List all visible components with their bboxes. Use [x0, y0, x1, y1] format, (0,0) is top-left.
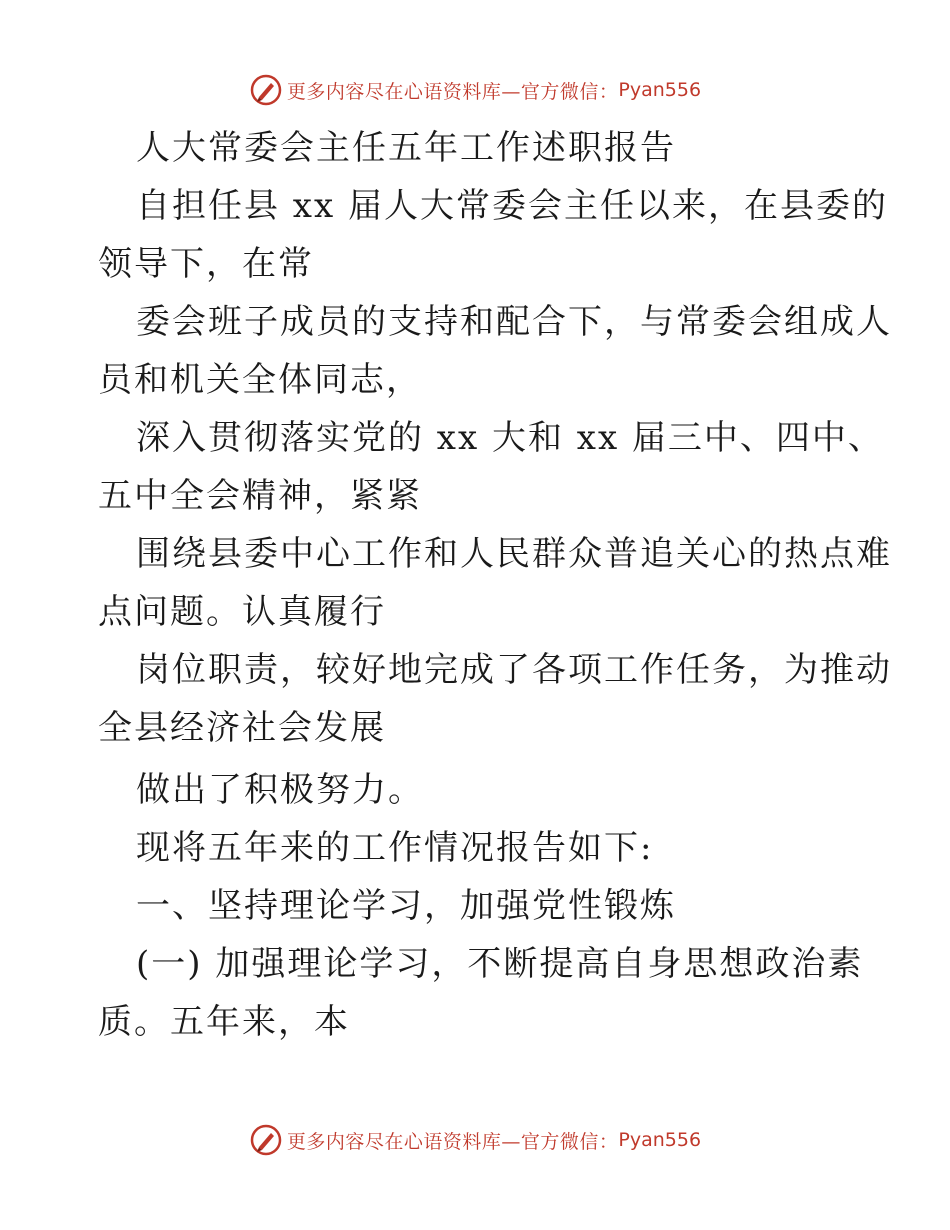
- paragraph-line: 五中全会精神，紧紧: [98, 476, 422, 516]
- paragraph-line: 围绕县委中心工作和人民群众普追关心的热点难: [136, 534, 892, 574]
- subsection-heading: (一) 加强理论学习，不断提高自身思想政治素: [136, 944, 864, 984]
- footer-watermark: [0, 1120, 950, 1160]
- paragraph-line: 深入贯彻落实党的 xx 大和 xx 届三中、四中、: [136, 418, 884, 458]
- paragraph-line: 全县经济社会发展: [98, 708, 386, 748]
- paragraph-line: 领导下，在常: [98, 244, 314, 284]
- document-title: 人大常委会主任五年工作述职报告: [136, 128, 676, 168]
- paragraph-line: 员和机关全体同志，: [98, 360, 422, 400]
- section-heading: 一、坚持理论学习，加强党性锻炼: [136, 886, 676, 926]
- watermark-text: 更多内容尽在心语资料库—官方微信：: [286, 1130, 619, 1153]
- watermark-text: 更多内容尽在心语资料库—官方微信：: [286, 80, 619, 103]
- paragraph-line: 现将五年来的工作情况报告如下:: [136, 828, 654, 868]
- watermark-id: Pyan556: [618, 79, 702, 101]
- paragraph-line: 岗位职责，较好地完成了各项工作任务，为推动: [136, 650, 892, 690]
- paragraph-line: 自担任县 xx 届人大常委会主任以来，在县委的: [136, 186, 888, 226]
- watermark-id: Pyan556: [618, 1129, 702, 1151]
- paragraph-line: 点问题。认真履行: [98, 592, 386, 632]
- paragraph-line: 做出了积极努力。: [136, 770, 424, 810]
- paragraph-line: 质。五年来，本: [98, 1002, 350, 1042]
- pen-logo-icon: [249, 1123, 283, 1157]
- paragraph-line: 委会班子成员的支持和配合下，与常委会组成人: [136, 302, 892, 342]
